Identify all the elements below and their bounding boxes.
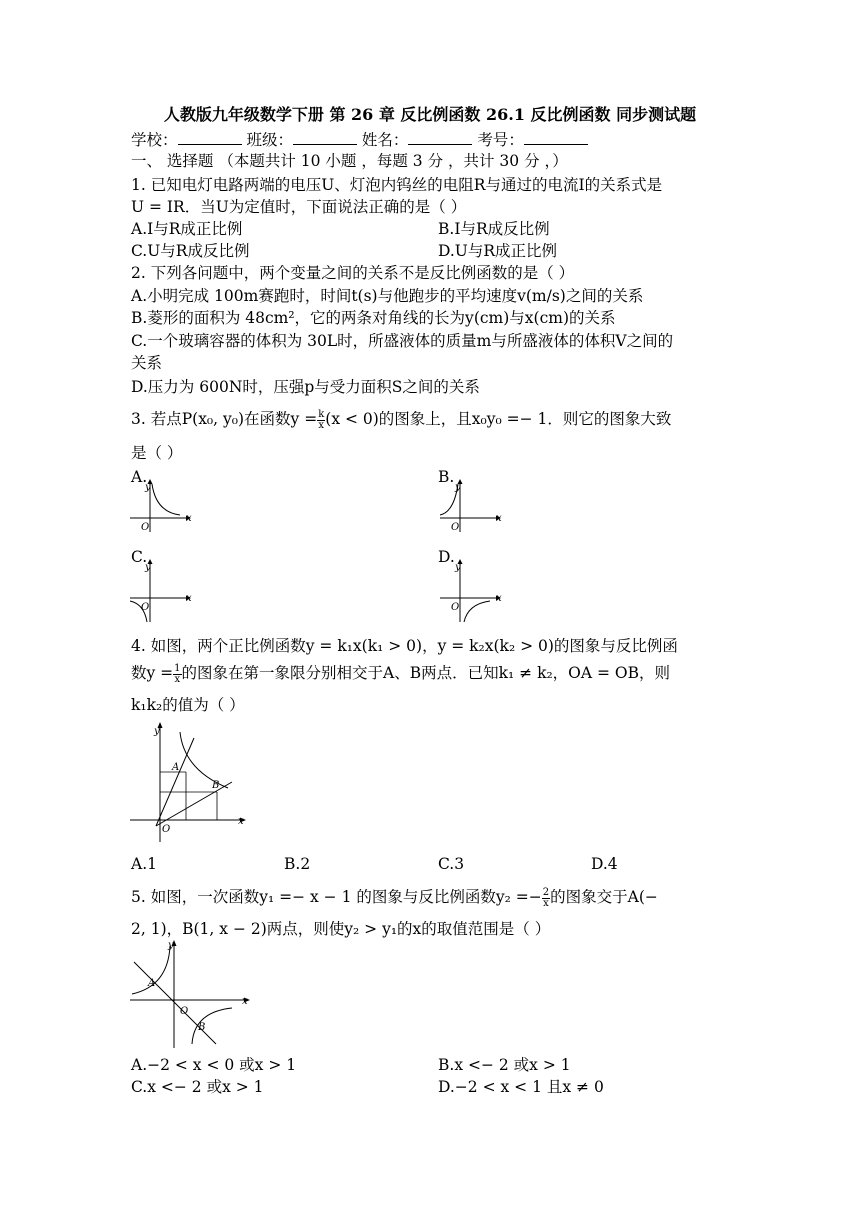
q3-frac-denominator: x <box>318 419 325 431</box>
point-b-label: B <box>212 780 220 791</box>
q4-option-c[interactable]: C.3 <box>438 855 465 873</box>
q3-option-c[interactable]: C. <box>131 548 148 566</box>
q4-stem-part1: 数y = <box>131 664 174 682</box>
axis-x-label: x <box>186 593 192 604</box>
q5-stem-line1 <box>131 886 658 909</box>
q5-stem-line2: 2, 1)，B(1, x − 2)两点，则使y₂ > y₁的x的取值范围是（ ） <box>131 920 551 938</box>
q1-stem-line2: U = IR．当U为定值时，下面说法正确的是（ ） <box>131 198 467 216</box>
axis-x-label: x <box>496 513 502 524</box>
axis-x-label: x <box>242 996 248 1007</box>
q3-graph-b <box>438 478 502 534</box>
origin-label: O <box>162 824 171 835</box>
q4-fraction <box>173 664 181 685</box>
axis-y-label: y <box>455 562 461 573</box>
q5-graph <box>128 938 252 1050</box>
q4-stem-line2 <box>131 662 670 685</box>
point-b-label: B <box>198 1022 206 1033</box>
q1-option-b[interactable]: B.I与R成反比例 <box>438 220 550 238</box>
number-label: 考号： <box>477 131 524 149</box>
axis-y-label: y <box>145 482 151 493</box>
origin-label: O <box>451 522 460 533</box>
origin-label: O <box>451 602 460 613</box>
q5-option-d[interactable]: D.−2 < x < 1 且x ≠ 0 <box>438 1078 604 1096</box>
q5-fraction <box>542 888 550 909</box>
q2-option-d[interactable]: D.压力为 600N时，压强p与受力面积S之间的关系 <box>131 378 480 396</box>
q2-option-a[interactable]: A.小明完成 100m赛跑时，时间t(s)与他跑步的平均速度v(m/s)之间的关系 <box>131 287 644 305</box>
q5-option-b[interactable]: B.x <− 2 或x > 1 <box>438 1056 571 1074</box>
axis-y-label: y <box>455 482 461 493</box>
school-blank[interactable] <box>178 128 242 145</box>
axis-x-label: x <box>186 513 192 524</box>
q4-stem-line1: 4. 如图，两个正比例函数y = k₁x(k₁ > 0)，y = k₂x(k₂ > 0)的图象与反比例函 <box>131 637 678 655</box>
point-a-label: A <box>172 762 180 773</box>
name-label: 姓名： <box>361 131 409 149</box>
q4-graph <box>128 720 252 844</box>
origin-label: O <box>141 522 150 533</box>
student-info-row <box>131 128 588 151</box>
q2-option-b[interactable]: B.菱形的面积为 48cm²，它的两条对角线的长为y(cm)与x(cm)的关系 <box>131 309 616 327</box>
q1-option-d[interactable]: D.U与R成正比例 <box>438 242 558 260</box>
q2-option-c-line2: 关系 <box>131 354 163 372</box>
q4-option-a[interactable]: A.1 <box>131 855 157 873</box>
class-blank[interactable] <box>293 128 357 145</box>
q3-option-a[interactable]: A. <box>131 468 148 486</box>
axis-x-label: x <box>238 816 244 827</box>
q4-frac-numerator: 1 <box>174 662 181 674</box>
q4-option-d[interactable]: D.4 <box>591 855 618 873</box>
q1-option-c[interactable]: C.U与R成反比例 <box>131 242 250 260</box>
class-label: 班级： <box>246 131 293 149</box>
q3-stem <box>131 408 671 431</box>
q4-stem-line3: k₁k₂的值为（ ） <box>131 696 245 714</box>
axis-y-label: y <box>168 940 174 951</box>
axis-y-label: y <box>145 562 151 573</box>
q3-graph-d <box>438 558 502 624</box>
q4-frac-denominator: x <box>174 673 181 685</box>
q5-frac-denominator: x <box>543 897 549 909</box>
q4-stem-part2: 的图象在第一象限分别相交于A、B两点．已知k₁ ≠ k₂，OA = OB，则 <box>181 664 671 682</box>
exam-title: 人教版九年级数学下册 第 26 章 反比例函数 26.1 反比例函数 同步测试题 <box>163 105 697 124</box>
q4-option-b[interactable]: B.2 <box>284 855 311 873</box>
point-a-label: A <box>148 978 156 989</box>
q2-option-c-line1[interactable]: C.一个玻璃容器的体积为 30L时，所盛液体的质量m与所盛液体的体积V之间的 <box>131 332 674 350</box>
q5-stem-part2: 的图象交于A(− <box>550 888 658 906</box>
school-label: 学校： <box>131 131 178 149</box>
axis-x-label: x <box>496 593 502 604</box>
q1-stem-line1: 1. 已知电灯电路两端的电压U、灯泡内钨丝的电阻R与通过的电流I的关系式是 <box>131 176 663 194</box>
q3-frac-numerator: k <box>318 408 325 420</box>
q3-graph-c <box>128 558 192 624</box>
origin-label: O <box>180 1006 189 1017</box>
origin-label: O <box>141 602 150 613</box>
q3-option-d[interactable]: D. <box>438 548 455 566</box>
q5-stem-part1: 5. 如图，一次函数y₁ =− x − 1 的图象与反比例函数y₂ =− <box>131 888 542 906</box>
q3-stem-line2: 是（ ） <box>131 444 183 462</box>
q3-stem-part1: 3. 若点P(x₀, y₀)在函数y = <box>131 410 318 428</box>
q5-frac-numerator: 2 <box>542 886 550 898</box>
q2-stem: 2. 下列各问题中，两个变量之间的关系不是反比例函数的是（ ） <box>131 264 575 282</box>
name-blank[interactable] <box>408 128 472 145</box>
q3-graph-a <box>128 478 192 534</box>
q1-option-a[interactable]: A.I与R成正比例 <box>131 220 243 238</box>
section-heading: 一、 选择题 （本题共计 10 小题 ，每题 3 分 ，共计 30 分 ，） <box>131 152 568 170</box>
number-blank[interactable] <box>524 128 588 145</box>
q5-option-a[interactable]: A.−2 < x < 0 或x > 1 <box>131 1056 297 1074</box>
q3-option-b[interactable]: B. <box>438 468 455 486</box>
axis-y-label: y <box>154 726 160 737</box>
q3-stem-part2: (x < 0)的图象上，且x₀y₀ =− 1．则它的图象大致 <box>325 410 672 428</box>
q5-option-c[interactable]: C.x <− 2 或x > 1 <box>131 1078 264 1096</box>
